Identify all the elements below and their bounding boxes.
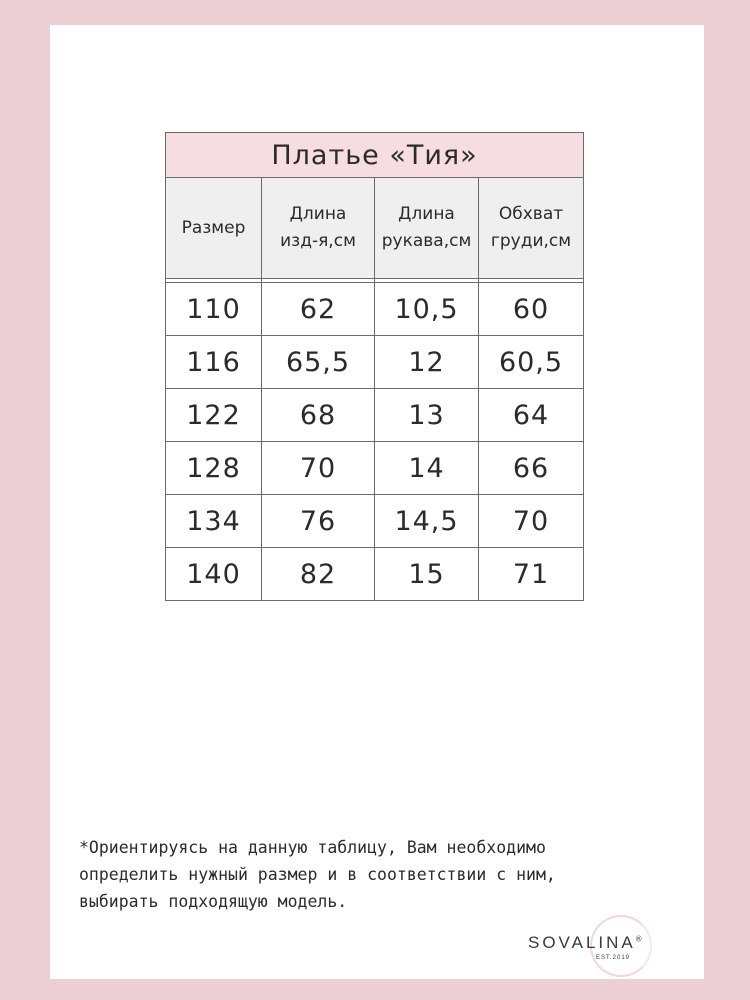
cell-size: 110 [166, 283, 262, 336]
cell-size: 122 [166, 389, 262, 442]
cell-length: 62 [262, 283, 375, 336]
brand-est: EST.2019 [596, 955, 631, 961]
cell-length: 68 [262, 389, 375, 442]
cell-size: 140 [166, 548, 262, 601]
brand-logo [528, 915, 698, 975]
header-chest [479, 178, 584, 279]
table-title: Платье «Тия» [166, 133, 584, 178]
size-note [79, 834, 679, 915]
cell-length: 76 [262, 495, 375, 548]
header-length-line1: Длина [289, 204, 347, 224]
cell-sleeve: 10,5 [375, 283, 479, 336]
table-row [166, 389, 584, 442]
cell-chest: 60,5 [479, 336, 584, 389]
brand-name-text: SOVALINA [528, 933, 636, 952]
table-row [166, 336, 584, 389]
header-length-line2: изд-я,см [280, 231, 356, 251]
cell-chest: 60 [479, 283, 584, 336]
size-table [165, 132, 584, 601]
cell-length: 70 [262, 442, 375, 495]
size-chart-card [50, 25, 704, 979]
header-sleeve [375, 178, 479, 279]
cell-sleeve: 12 [375, 336, 479, 389]
cell-size: 128 [166, 442, 262, 495]
cell-size: 134 [166, 495, 262, 548]
note-line-2: определить нужный размер и в соответствии с ним, [79, 865, 556, 884]
cell-chest: 64 [479, 389, 584, 442]
cell-sleeve: 14 [375, 442, 479, 495]
header-chest-line2: груди,см [490, 231, 572, 251]
registered-mark: ® [635, 934, 642, 944]
note-line-3: выбирать подходящую модель. [79, 892, 348, 911]
header-sleeve-line1: Длина [398, 204, 455, 224]
table-row [166, 495, 584, 548]
cell-chest: 70 [479, 495, 584, 548]
cell-chest: 71 [479, 548, 584, 601]
cell-length: 65,5 [262, 336, 375, 389]
header-sleeve-line2: рукава,см [381, 231, 472, 251]
cell-sleeve: 15 [375, 548, 479, 601]
header-length [262, 178, 375, 279]
cell-chest: 66 [479, 442, 584, 495]
cell-sleeve: 14,5 [375, 495, 479, 548]
header-chest-line1: Обхват [498, 204, 564, 224]
table-row [166, 283, 584, 336]
table-row [166, 548, 584, 601]
brand-name [528, 933, 642, 953]
note-line-1: *Ориентируясь на данную таблицу, Вам необходимо [79, 838, 546, 857]
table-row [166, 442, 584, 495]
cell-sleeve: 13 [375, 389, 479, 442]
cell-length: 82 [262, 548, 375, 601]
header-size-label: Размер [181, 217, 246, 238]
header-size [166, 178, 262, 279]
cell-size: 116 [166, 336, 262, 389]
